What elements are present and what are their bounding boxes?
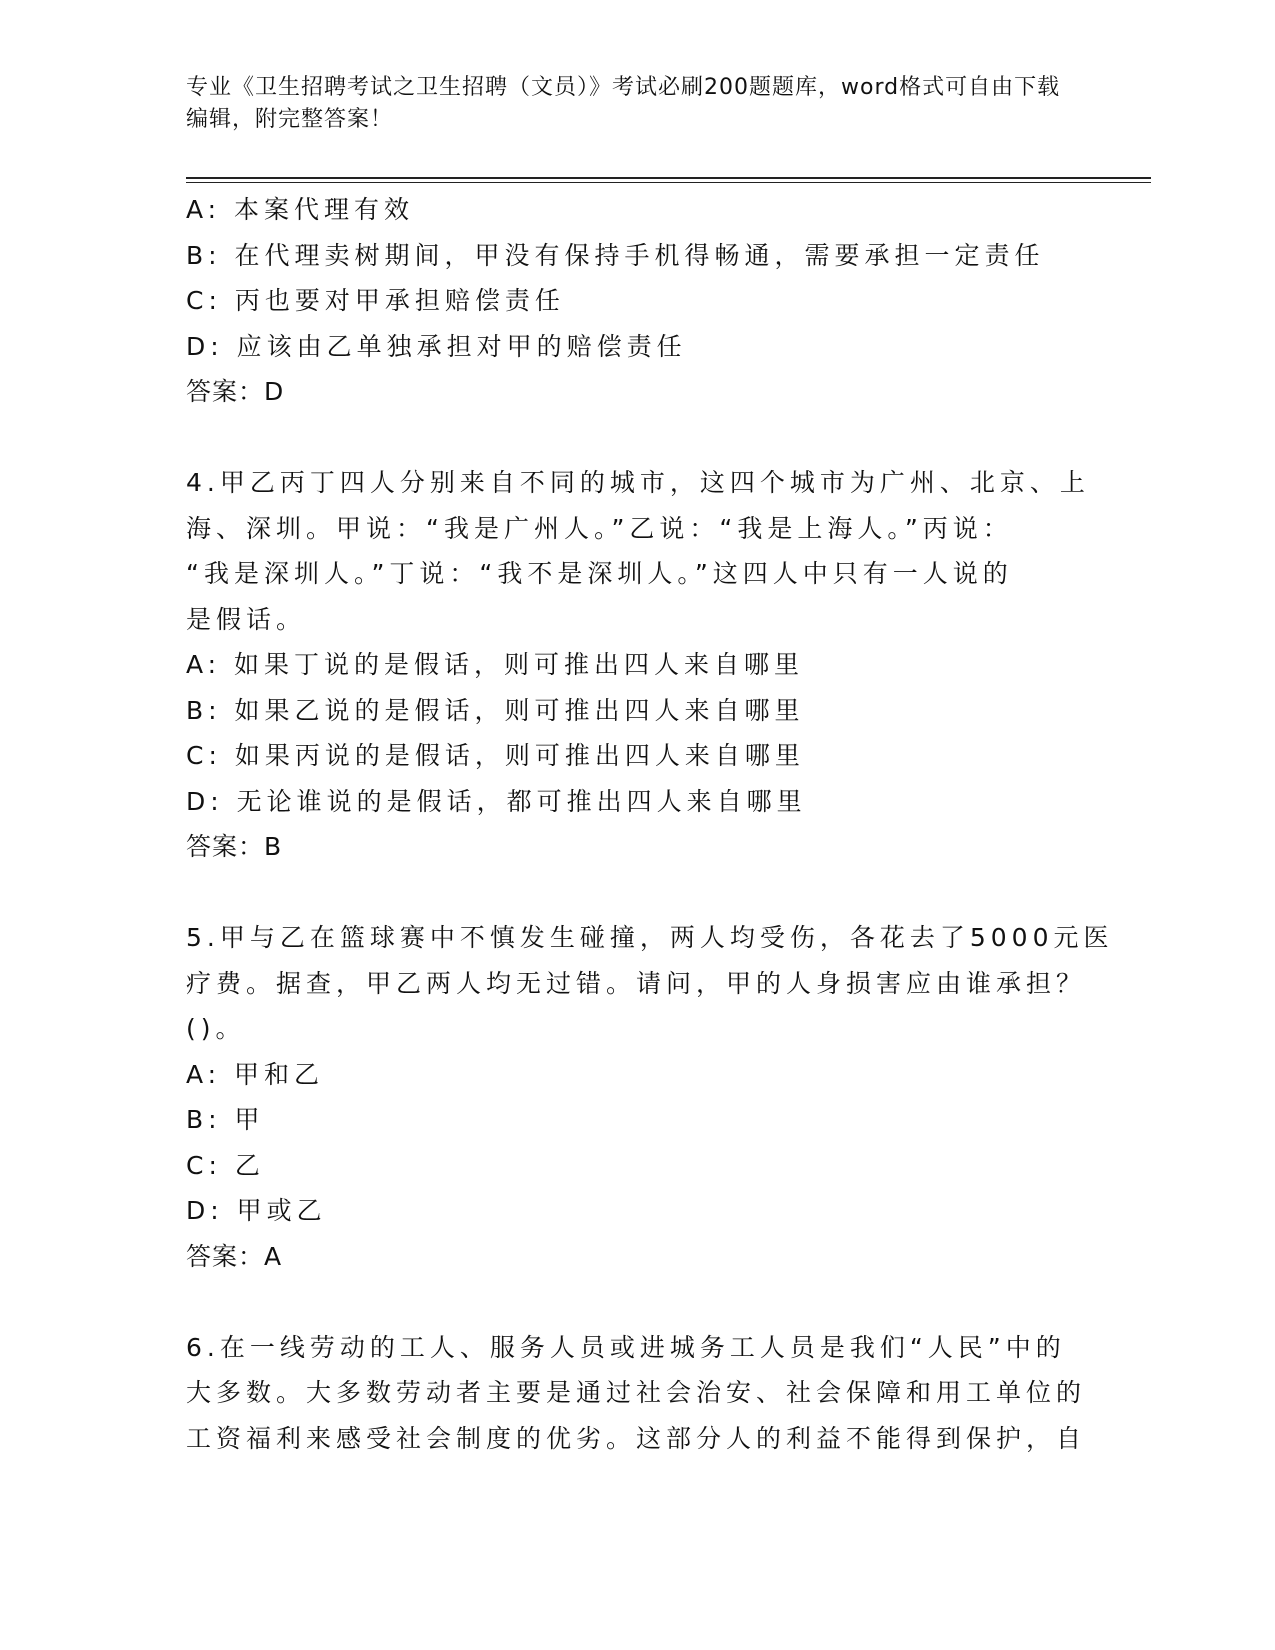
q4-option-c: C: 如果丙说的是假话，则可推出四人来自哪里	[186, 741, 805, 770]
q6-stem-line-2: 大多数。大多数劳动者主要是通过社会治安、社会保障和用工单位的	[186, 1378, 1087, 1407]
q4-answer: 答案：B	[186, 832, 283, 861]
q4-stem-line-3: “我是深圳人。”丁说：“我不是深圳人。”这四人中只有一人说的	[186, 559, 1013, 588]
q5-option-b: B: 甲	[186, 1105, 265, 1134]
q5-stem-line-2: 疗费。据查，甲乙两人均无过错。请问，甲的人身损害应由谁承担？	[186, 968, 1087, 998]
q5-stem-line-1: 5.甲与乙在篮球赛中不慎发生碰撞，两人均受伤，各花去了5000元医	[186, 923, 1114, 952]
header-rule-thick	[186, 177, 1151, 179]
header-rule-thin	[186, 182, 1151, 183]
q4-option-a: A: 如果丁说的是假话，则可推出四人来自哪里	[186, 650, 805, 679]
spacer	[186, 1279, 1086, 1325]
q4-stem-line-4: 是假话。	[186, 604, 307, 634]
q5-option-a: A: 甲和乙	[186, 1059, 325, 1089]
q5-option-d: D: 甲或乙	[186, 1196, 327, 1225]
q6-stem-line-1: 6.在一线劳动的工人、服务人员或进城务工人员是我们“人民”中的	[186, 1332, 1066, 1362]
q4-option-b: B: 如果乙说的是假话，则可推出四人来自哪里	[186, 695, 805, 725]
q4-stem-line-1: 4.甲乙丙丁四人分别来自不同的城市，这四个城市为广州、北京、上	[186, 468, 1090, 497]
q3-option-c: C: 丙也要对甲承担赔偿责任	[186, 286, 565, 315]
q3-answer: 答案：D	[186, 377, 285, 406]
q5-option-c: C: 乙	[186, 1150, 265, 1180]
question-content	[186, 187, 1114, 1461]
q3-option-b: B: 在代理卖树期间，甲没有保持手机得畅通，需要承担一定责任	[186, 240, 1045, 270]
document-header: 专业《卫生招聘考试之卫生招聘（文员）》考试必刷200题题库，word格式可自由下载编辑，附完整答案！	[186, 75, 1061, 132]
q3-option-d: D: 应该由乙单独承担对甲的赔偿责任	[186, 331, 687, 361]
q5-answer: 答案：A	[186, 1241, 283, 1271]
q3-option-a: A: 本案代理有效	[186, 195, 415, 224]
q5-stem-line-3: ()。	[186, 1014, 246, 1043]
q4-option-d: D: 无论谁说的是假话，都可推出四人来自哪里	[186, 786, 807, 816]
spacer	[186, 870, 1086, 916]
q4-stem-line-2: 海、深圳。甲说：“我是广州人。”乙说：“我是上海人。”丙说：	[186, 513, 1013, 543]
q6-stem-line-3: 工资福利来感受社会制度的优劣。这部分人的利益不能得到保护，自	[186, 1423, 1087, 1453]
spacer	[186, 415, 1086, 461]
